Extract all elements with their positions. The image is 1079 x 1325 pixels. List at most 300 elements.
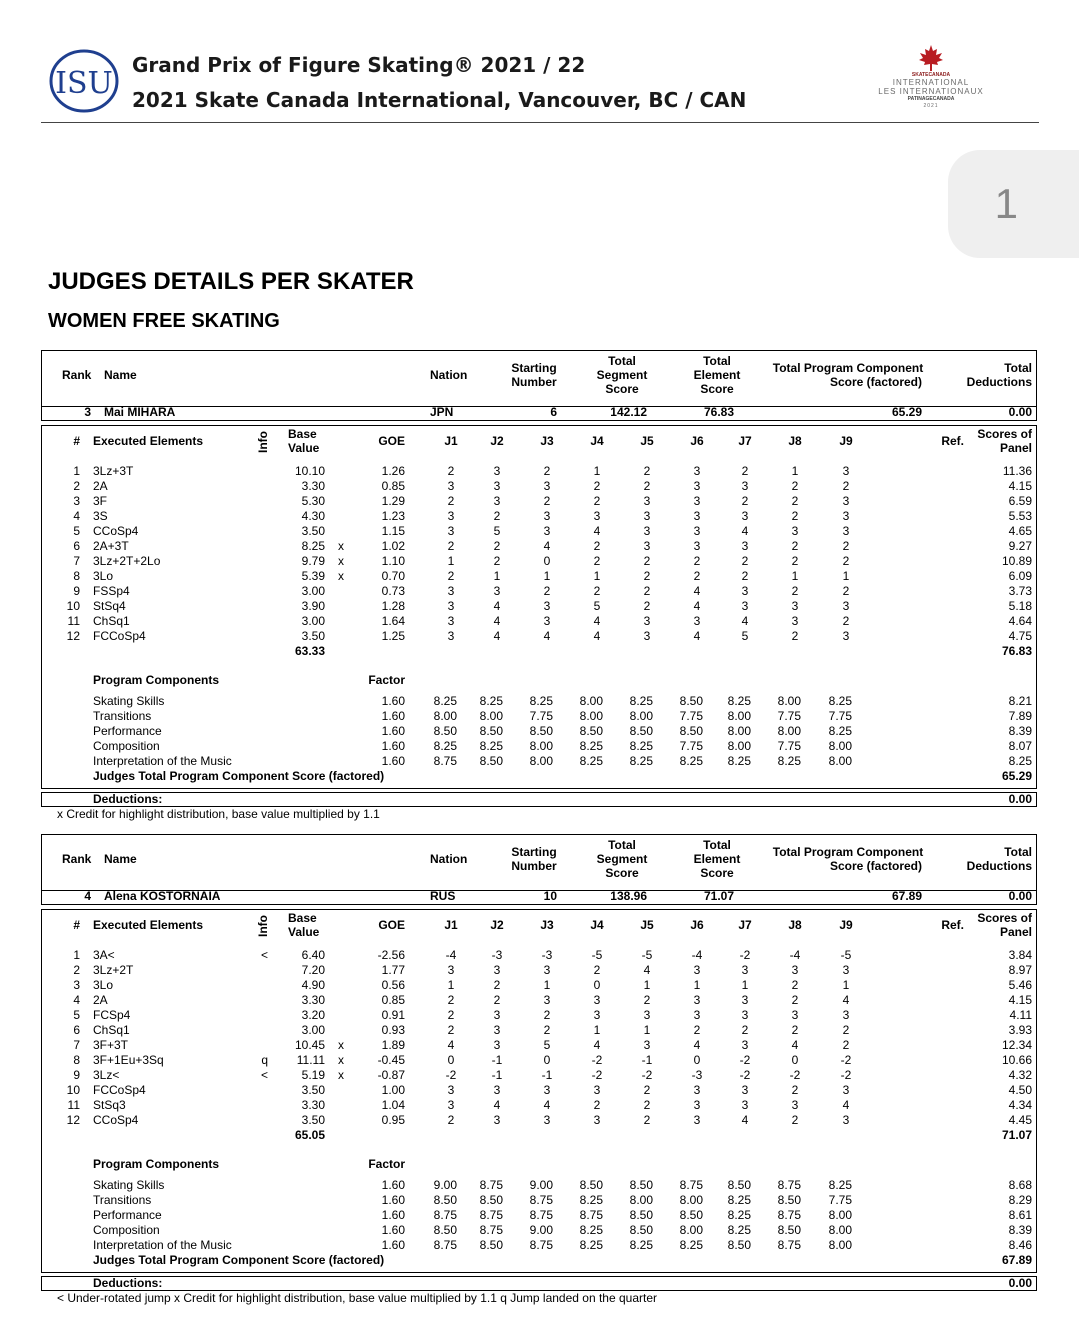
element-number: 4 [73, 993, 80, 1007]
judge-goe: 3 [693, 494, 701, 508]
judge-header: J2 [490, 434, 504, 448]
judge-header: J8 [788, 434, 802, 448]
judge-goe: 2 [643, 554, 651, 568]
judge-goe: 2 [643, 599, 651, 613]
judge-component-score: 8.25 [629, 739, 653, 753]
skate-canada-logo: SKATECANADA INTERNATIONAL LES INTERNATIONAUX PATINAGECANADA 2021 [875, 44, 987, 110]
judge-goe: 2 [791, 629, 799, 643]
judge-goe: 3 [447, 584, 455, 598]
judge-component-score: 8.00 [433, 709, 457, 723]
judge-goe: 3 [791, 599, 799, 613]
tes-header: Total [703, 354, 731, 368]
judge-goe: 2 [643, 993, 651, 1007]
component-panel-score: 8.25 [1008, 754, 1032, 768]
judge-goe: 3 [447, 1098, 455, 1112]
element-number: 9 [73, 584, 80, 598]
element-panel-score: 10.89 [1001, 554, 1032, 568]
component-name: Interpretation of the Music [93, 754, 232, 768]
judge-component-score: 8.75 [479, 1223, 503, 1237]
judge-goe: 3 [493, 1113, 501, 1127]
judge-goe: 2 [593, 1098, 601, 1112]
judge-component-score: 8.00 [828, 1238, 852, 1252]
judge-goe: 3 [741, 539, 749, 553]
ref-header: Ref. [941, 434, 964, 448]
judge-goe: 3 [493, 494, 501, 508]
program-components-header: Program Components [93, 673, 220, 687]
judge-component-score: 8.00 [479, 709, 503, 723]
judge-goe: 3 [543, 1083, 551, 1097]
judge-goe: 3 [593, 1083, 601, 1097]
judge-component-score: 7.75 [529, 709, 553, 723]
element-base-value: 3.20 [301, 1008, 325, 1022]
judge-component-score: 8.00 [727, 724, 751, 738]
judge-component-score: 8.25 [579, 754, 603, 768]
element-panel-score: 4.45 [1008, 1113, 1032, 1127]
judge-goe: 4 [493, 1098, 501, 1112]
element-base-value: 3.30 [301, 993, 325, 1007]
element-base-value: 3.00 [301, 584, 325, 598]
judge-goe: 3 [493, 963, 501, 977]
base-value-total: 63.33 [294, 644, 325, 658]
element-base-value: 3.00 [301, 614, 325, 628]
element-bonus-mark: x [338, 1038, 344, 1052]
component-name: Interpretation of the Music [93, 1238, 232, 1252]
judge-component-score: 9.00 [529, 1223, 553, 1237]
judge-component-score: 8.75 [529, 1238, 553, 1252]
judge-goe: 2 [543, 464, 551, 478]
skater-deductions: 0.00 [1008, 889, 1032, 903]
judge-goe: 3 [447, 963, 455, 977]
starting-header: Starting [511, 361, 557, 375]
element-code: 3A< [93, 948, 115, 962]
element-goe: 0.85 [381, 479, 405, 493]
element-panel-score: 4.64 [1008, 614, 1032, 628]
judge-goe: 3 [543, 524, 551, 538]
judge-goe: 2 [593, 494, 601, 508]
judge-goe: 3 [741, 599, 749, 613]
judge-header: J6 [690, 434, 704, 448]
element-number: 3 [73, 494, 80, 508]
component-factor: 1.60 [381, 1223, 405, 1237]
component-panel-score: 8.61 [1008, 1208, 1032, 1222]
judge-goe: -2 [591, 1053, 603, 1067]
judge-goe: 3 [842, 599, 850, 613]
judge-goe: 2 [741, 554, 749, 568]
judge-component-score: 7.75 [828, 1193, 852, 1207]
judge-goe: 3 [543, 1113, 551, 1127]
judge-goe: 2 [493, 554, 501, 568]
judge-goe: -3 [691, 1068, 703, 1082]
element-base-value: 7.20 [301, 963, 325, 977]
skater-pcs: 65.29 [891, 405, 922, 419]
judge-goe: 3 [741, 509, 749, 523]
skater-tss: 142.12 [610, 405, 647, 419]
judge-component-score: 8.75 [777, 1178, 801, 1192]
element-goe: 1.64 [381, 614, 405, 628]
judge-header: J9 [839, 918, 853, 932]
judge-component-score: 8.25 [579, 1238, 603, 1252]
judge-goe: 2 [493, 993, 501, 1007]
judge-goe: 3 [643, 494, 651, 508]
element-code: 3Lz+2T+2Lo [93, 554, 161, 568]
judge-goe: 3 [791, 1098, 799, 1112]
judge-component-score: 8.75 [433, 1208, 457, 1222]
element-panel-score: 11.36 [1002, 464, 1032, 478]
judge-goe: 2 [543, 584, 551, 598]
judge-component-score: 7.75 [828, 709, 852, 723]
skater-pcs: 67.89 [891, 889, 922, 903]
element-goe: 0.73 [381, 584, 405, 598]
judge-goe: 2 [791, 1083, 799, 1097]
element-base-value: 4.90 [301, 978, 325, 992]
judge-goe: 3 [842, 963, 850, 977]
judge-goe: 3 [741, 479, 749, 493]
judge-component-score: 8.50 [579, 1178, 603, 1192]
judge-component-score: 8.50 [777, 1193, 801, 1207]
info-header: Info [256, 431, 270, 453]
tss-header: Segment [596, 852, 648, 866]
element-bonus-mark: x [338, 539, 344, 553]
component-factor: 1.60 [381, 739, 405, 753]
judge-header: J9 [839, 434, 853, 448]
component-factor: 1.60 [381, 709, 405, 723]
jtpc-total: 67.89 [1001, 1253, 1032, 1267]
judge-goe: 1 [593, 569, 601, 583]
judge-goe: 2 [791, 978, 799, 992]
component-factor: 1.60 [381, 754, 405, 768]
element-panel-score: 5.53 [1008, 509, 1032, 523]
judge-goe: 3 [643, 1038, 651, 1052]
executed-header: Executed Elements [93, 918, 204, 932]
judge-goe: 3 [791, 963, 799, 977]
judge-goe: 2 [447, 569, 455, 583]
judge-goe: 3 [842, 1008, 850, 1022]
judge-goe: 3 [643, 524, 651, 538]
judge-goe: 3 [693, 993, 701, 1007]
judge-goe: 2 [741, 569, 749, 583]
judge-goe: 1 [842, 569, 850, 583]
element-goe: 1.26 [381, 464, 405, 478]
judge-goe: 3 [447, 479, 455, 493]
judge-component-score: 8.75 [679, 1178, 703, 1192]
judge-component-score: 8.00 [828, 739, 852, 753]
judge-goe: 2 [741, 1023, 749, 1037]
judge-goe: 4 [741, 524, 749, 538]
judge-component-score: 8.00 [579, 709, 603, 723]
page-subtitle: WOMEN FREE SKATING [48, 310, 280, 332]
element-code: 2A+3T [93, 539, 129, 553]
judge-header: J5 [640, 434, 654, 448]
tpc-header: Total Program Component [772, 361, 924, 375]
element-goe: 1.77 [381, 963, 405, 977]
judge-goe: 3 [741, 963, 749, 977]
bv-header: Base [288, 427, 317, 441]
judge-goe: 2 [643, 1113, 651, 1127]
skater-name: Mai MIHARA [104, 405, 176, 419]
element-code: StSq4 [93, 599, 126, 613]
judge-goe: 2 [643, 584, 651, 598]
judge-component-score: 8.25 [433, 694, 457, 708]
judge-goe: 3 [493, 1083, 501, 1097]
element-code: FCCoSp4 [93, 1083, 146, 1097]
bv-header: Value [288, 925, 320, 939]
element-base-value: 10.45 [294, 1038, 325, 1052]
tes-header: Element [693, 368, 741, 382]
judge-component-score: 8.50 [679, 694, 703, 708]
judge-goe: 2 [791, 509, 799, 523]
judge-goe: 3 [593, 993, 601, 1007]
judge-goe: 4 [693, 629, 701, 643]
skater-name: Alena KOSTORNAIA [104, 889, 221, 903]
element-goe: 0.93 [381, 1023, 405, 1037]
element-panel-score: 5.46 [1008, 978, 1032, 992]
judge-header: J1 [444, 918, 458, 932]
judge-goe: 3 [693, 539, 701, 553]
num-header: # [73, 434, 80, 448]
judge-goe: 3 [741, 1008, 749, 1022]
judge-goe: 4 [741, 614, 749, 628]
rank-header: Rank [62, 368, 92, 382]
judge-goe: 3 [543, 993, 551, 1007]
element-code: ChSq1 [93, 1023, 130, 1037]
element-code: 2A [93, 993, 108, 1007]
judge-goe: 2 [791, 1023, 799, 1037]
ded-header: Deductions [966, 375, 1032, 389]
element-number: 8 [73, 569, 80, 583]
judge-component-score: 8.75 [479, 1208, 503, 1222]
starting-header: Starting [511, 845, 557, 859]
judge-goe: 4 [447, 1038, 455, 1052]
judge-goe: 4 [493, 629, 501, 643]
element-code: FCSp4 [93, 1008, 131, 1022]
element-goe: 1.89 [381, 1038, 405, 1052]
goe-header: GOE [378, 918, 405, 932]
judge-component-score: 8.75 [529, 1193, 553, 1207]
component-name: Performance [93, 724, 162, 738]
ded-header: Total [1004, 845, 1032, 859]
element-panel-score: 12.34 [1001, 1038, 1032, 1052]
judge-goe: 2 [842, 539, 850, 553]
element-base-value: 3.50 [301, 1083, 325, 1097]
judge-header: J3 [540, 918, 554, 932]
element-number: 11 [67, 1098, 80, 1112]
judge-goe: 3 [643, 1008, 651, 1022]
element-code: 3S [93, 509, 108, 523]
judge-goe: 3 [447, 1083, 455, 1097]
component-factor: 1.60 [381, 694, 405, 708]
element-goe: 0.56 [381, 978, 405, 992]
judge-goe: 2 [693, 569, 701, 583]
element-goe: 0.95 [381, 1113, 405, 1127]
judge-component-score: 8.00 [828, 1223, 852, 1237]
judge-header: J4 [590, 434, 604, 448]
judge-goe: 1 [493, 569, 501, 583]
judge-component-score: 8.00 [679, 1193, 703, 1207]
page-number-badge: 1 [948, 150, 1079, 258]
ref-header: Ref. [941, 918, 964, 932]
judge-goe: 3 [842, 629, 850, 643]
element-base-value: 5.39 [301, 569, 325, 583]
judge-component-score: 8.25 [828, 1178, 852, 1192]
judge-goe: 2 [741, 494, 749, 508]
judge-component-score: 8.50 [479, 724, 503, 738]
element-goe: -0.45 [377, 1053, 405, 1067]
element-code: 3Lz+2T [93, 963, 134, 977]
judge-header: J7 [738, 918, 752, 932]
judge-header: J1 [444, 434, 458, 448]
judge-goe: 2 [447, 464, 455, 478]
element-panel-score: 4.65 [1008, 524, 1032, 538]
judge-goe: 2 [593, 554, 601, 568]
judge-goe: -3 [491, 948, 503, 962]
element-number: 10 [66, 1083, 80, 1097]
judge-goe: 4 [593, 614, 601, 628]
judge-goe: 4 [593, 524, 601, 538]
judge-goe: -4 [445, 948, 457, 962]
component-name: Transitions [93, 1193, 152, 1207]
judge-goe: 2 [593, 584, 601, 598]
judge-goe: 4 [693, 599, 701, 613]
element-info: < [260, 1068, 268, 1082]
element-code: StSq3 [93, 1098, 126, 1112]
judge-goe: -2 [445, 1068, 457, 1082]
judge-goe: 4 [593, 629, 601, 643]
judge-goe: 3 [741, 993, 749, 1007]
deductions-box [41, 792, 1037, 807]
judge-goe: -2 [789, 1068, 801, 1082]
skater-start-number: 6 [550, 405, 557, 419]
judge-goe: 3 [791, 614, 799, 628]
element-code: 3F [93, 494, 108, 508]
judge-component-score: 8.00 [529, 754, 553, 768]
judge-goe: 3 [693, 614, 701, 628]
elements-panel-total: 71.07 [1001, 1128, 1032, 1142]
judge-component-score: 8.25 [727, 1193, 751, 1207]
judge-component-score: 8.00 [629, 1193, 653, 1207]
judge-component-score: 8.50 [433, 1223, 457, 1237]
judge-header: J6 [690, 918, 704, 932]
judge-header: J8 [788, 918, 802, 932]
element-number: 5 [73, 1008, 80, 1022]
element-number: 3 [73, 978, 80, 992]
judge-component-score: 8.25 [679, 754, 703, 768]
factor-header: Factor [368, 1157, 405, 1171]
judge-component-score: 8.25 [579, 1193, 603, 1207]
component-panel-score: 8.21 [1008, 694, 1032, 708]
judge-goe: 2 [643, 569, 651, 583]
component-panel-score: 7.89 [1008, 709, 1032, 723]
judge-header: J4 [590, 918, 604, 932]
element-bonus-mark: x [338, 1068, 344, 1082]
judge-goe: 1 [842, 978, 850, 992]
judge-goe: 2 [493, 978, 501, 992]
element-code: CCoSp4 [93, 1113, 139, 1127]
judge-goe: 2 [447, 539, 455, 553]
judge-goe: 4 [543, 1098, 551, 1112]
tes-header: Score [700, 866, 734, 880]
deductions-label: Deductions: [93, 792, 163, 806]
judge-goe: 3 [543, 614, 551, 628]
name-header: Name [104, 852, 137, 866]
judge-goe: 2 [593, 963, 601, 977]
judge-goe: 2 [493, 509, 501, 523]
judge-component-score: 8.00 [679, 1223, 703, 1237]
component-factor: 1.60 [381, 1208, 405, 1222]
panel-header: Scores of [977, 427, 1032, 441]
judge-goe: 3 [643, 539, 651, 553]
element-panel-score: 5.18 [1008, 599, 1032, 613]
judge-goe: 3 [593, 509, 601, 523]
component-factor: 1.60 [381, 1193, 405, 1207]
judge-goe: -4 [691, 948, 703, 962]
judge-goe: 1 [643, 1023, 651, 1037]
judge-component-score: 8.25 [828, 694, 852, 708]
element-base-value: 10.10 [294, 464, 325, 478]
judge-goe: 3 [447, 509, 455, 523]
skater-deductions: 0.00 [1008, 405, 1032, 419]
judge-goe: 3 [447, 599, 455, 613]
judge-goe: 4 [543, 539, 551, 553]
judge-goe: -2 [840, 1068, 852, 1082]
element-number: 6 [73, 1023, 80, 1037]
judge-goe: 1 [543, 978, 551, 992]
judge-component-score: 8.25 [777, 754, 801, 768]
judge-goe: 2 [842, 614, 850, 628]
judge-goe: -2 [739, 1068, 751, 1082]
judge-component-score: 8.50 [629, 1178, 653, 1192]
panel-header: Panel [999, 925, 1032, 939]
footnote: < Under-rotated jump x Credit for highlight distribution, base value multiplied by 1.1 q Jump landed on the quarter [57, 1291, 658, 1305]
judge-goe: 2 [543, 1008, 551, 1022]
judge-goe: 4 [693, 1038, 701, 1052]
element-base-value: 3.00 [301, 1023, 325, 1037]
element-base-value: 3.50 [301, 629, 325, 643]
judge-component-score: 7.75 [777, 739, 801, 753]
judge-component-score: 8.50 [579, 724, 603, 738]
component-panel-score: 8.39 [1008, 1223, 1032, 1237]
judge-goe: 2 [842, 1038, 850, 1052]
element-number: 10 [66, 599, 80, 613]
judge-goe: -4 [789, 948, 801, 962]
component-panel-score: 8.46 [1008, 1238, 1032, 1252]
judge-goe: 3 [493, 1008, 501, 1022]
judge-component-score: 8.50 [727, 1238, 751, 1252]
judge-component-score: 8.75 [433, 754, 457, 768]
judge-goe: 2 [842, 1023, 850, 1037]
tss-header: Score [605, 382, 639, 396]
tpc-header: Score (factored) [829, 375, 922, 389]
skater-nation: JPN [430, 405, 454, 419]
skater-tss: 138.96 [610, 889, 647, 903]
deductions-label: Deductions: [93, 1276, 163, 1290]
judge-goe: 3 [741, 584, 749, 598]
judge-goe: 3 [493, 479, 501, 493]
judge-goe: 2 [643, 1083, 651, 1097]
element-base-value: 3.30 [301, 479, 325, 493]
deductions-total: 0.00 [1008, 1276, 1032, 1290]
judge-goe: 5 [741, 629, 749, 643]
judge-component-score: 7.75 [679, 739, 703, 753]
judge-goe: 2 [791, 479, 799, 493]
skater-tes: 71.07 [703, 889, 734, 903]
judge-component-score: 8.50 [433, 724, 457, 738]
judge-goe: 4 [643, 963, 651, 977]
element-bonus-mark: x [338, 1053, 344, 1067]
judge-goe: 3 [493, 464, 501, 478]
judge-goe: 4 [543, 629, 551, 643]
judge-goe: 2 [543, 494, 551, 508]
tpc-header: Score (factored) [829, 859, 922, 873]
